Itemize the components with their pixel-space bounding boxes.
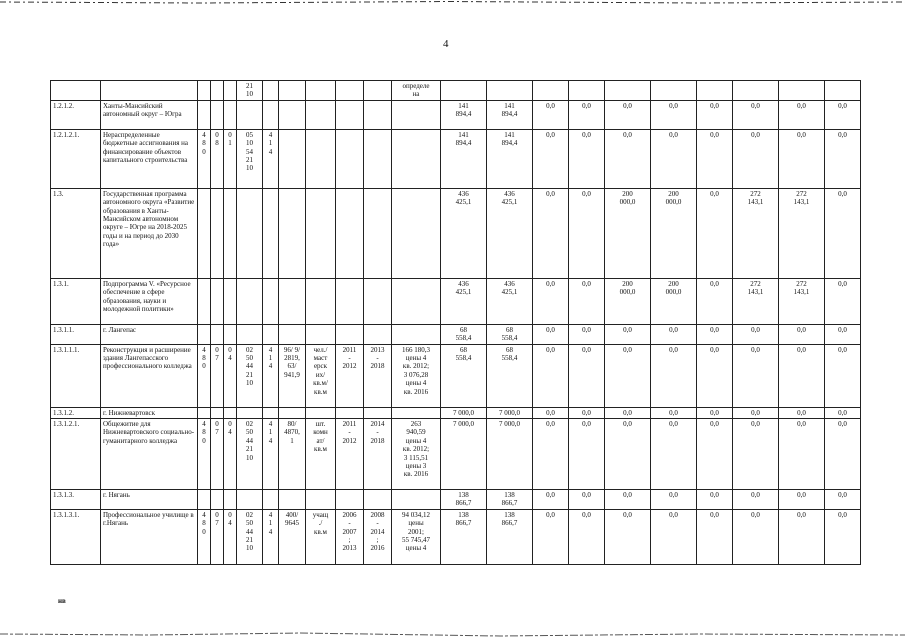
cell-v1: 138 866,7: [441, 489, 487, 509]
cell-c8: [336, 188, 364, 278]
cell-v8: 0,0: [733, 324, 779, 344]
cell-c1: [198, 407, 211, 418]
cell-c5: [263, 324, 279, 344]
cell-v4: 0,0: [569, 509, 605, 564]
cell-c9: 2008 - 2014 ; 2016: [364, 509, 392, 564]
cell-c2: [211, 81, 224, 101]
cell-c5: 4 1 4: [263, 418, 279, 489]
cell-c1: 4 8 0: [198, 129, 211, 188]
cell-c4: [237, 407, 263, 418]
table-row: [51, 81, 861, 101]
cell-name: Подпрограмма V. «Ресурсное обеспечение в сфере образования, науки и молодежной политики»: [101, 278, 198, 324]
cell-c5: 4 1 4: [263, 344, 279, 407]
cell-c2: [211, 489, 224, 509]
cell-v9: 0,0: [779, 407, 825, 418]
cell-v4: [569, 81, 605, 101]
cell-c10: [392, 278, 441, 324]
cell-c8: [336, 100, 364, 129]
cell-c3: [224, 324, 237, 344]
cell-c3: 0 4: [224, 418, 237, 489]
cell-c4: 05 10 54 21 10: [237, 129, 263, 188]
cell-c9: [364, 407, 392, 418]
cell-v9: 0,0: [779, 129, 825, 188]
cell-c2: 0 7: [211, 509, 224, 564]
cell-c1: [198, 324, 211, 344]
cell-c4: 02 50 44 21 10: [237, 418, 263, 489]
cell-v4: 0,0: [569, 344, 605, 407]
cell-v3: 0,0: [533, 278, 569, 324]
cell-v6: 0,0: [651, 344, 697, 407]
cell-v6: 0,0: [651, 324, 697, 344]
cell-c6: [279, 324, 306, 344]
cell-c6: 96/ 9/ 2819, 63/ 941,9: [279, 344, 306, 407]
cell-c4: [237, 278, 263, 324]
table-row: [51, 324, 861, 344]
cell-v4: 0,0: [569, 100, 605, 129]
cell-id: 1.3.1.3.1.: [51, 509, 101, 564]
cell-c4: 21 10: [237, 81, 263, 101]
cell-v8: 0,0: [733, 407, 779, 418]
cell-v10: 0,0: [825, 324, 861, 344]
cell-v5: 0,0: [605, 407, 651, 418]
cell-c5: [263, 81, 279, 101]
cell-id: 1.3.1.1.: [51, 324, 101, 344]
cell-v6: 200 000,0: [651, 188, 697, 278]
table-row: [51, 100, 861, 129]
cell-v2: 7 000,0: [487, 407, 533, 418]
cell-v6: 0,0: [651, 509, 697, 564]
cell-v5: 200 000,0: [605, 188, 651, 278]
cell-c6: [279, 129, 306, 188]
cell-id: [51, 81, 101, 101]
cell-v4: 0,0: [569, 278, 605, 324]
cell-v3: 0,0: [533, 418, 569, 489]
cell-c10: [392, 188, 441, 278]
cell-v9: 0,0: [779, 418, 825, 489]
cell-name: Государственная программа автономного округа «Развитие образования в Ханты-Мансийском автономном округе – Югре на 2018-2025 годы и на период до 2030 года»: [101, 188, 198, 278]
cell-v5: 0,0: [605, 344, 651, 407]
cell-v10: 0,0: [825, 418, 861, 489]
cell-v2: [487, 81, 533, 101]
cell-c9: [364, 278, 392, 324]
cell-c9: 2014 - 2018: [364, 418, 392, 489]
cell-v8: 0,0: [733, 418, 779, 489]
cell-c6: [279, 100, 306, 129]
cell-v7: 0,0: [697, 188, 733, 278]
cell-v6: 0,0: [651, 418, 697, 489]
cell-v10: 0,0: [825, 188, 861, 278]
cell-name: Профессиональное училище в г.Нягань: [101, 509, 198, 564]
cell-v8: 0,0: [733, 344, 779, 407]
cell-v5: 0,0: [605, 129, 651, 188]
cell-v7: [697, 81, 733, 101]
cell-c5: [263, 407, 279, 418]
cell-c3: [224, 407, 237, 418]
cell-c8: [336, 324, 364, 344]
cell-v3: 0,0: [533, 489, 569, 509]
cell-c8: [336, 81, 364, 101]
cell-name: Ханты-Мансийский автономный округ – Югра: [101, 100, 198, 129]
cell-v4: 0,0: [569, 407, 605, 418]
cell-v6: [651, 81, 697, 101]
cell-name: [101, 81, 198, 101]
cell-v6: 0,0: [651, 407, 697, 418]
cell-name: Нераспределенные бюджетные ассигнования на финансирование объектов капитального строительства: [101, 129, 198, 188]
cell-c1: 4 8 0: [198, 509, 211, 564]
cell-c4: 02 50 44 21 10: [237, 344, 263, 407]
cell-c7: [306, 188, 336, 278]
cell-c10: [392, 129, 441, 188]
cell-c8: 2006 - 2007 ; 2013: [336, 509, 364, 564]
cell-c6: 80/ 4870, 1: [279, 418, 306, 489]
cell-id: 1.3.1.: [51, 278, 101, 324]
cell-v9: 272 143,1: [779, 188, 825, 278]
cell-v3: 0,0: [533, 344, 569, 407]
table-row: [51, 418, 861, 489]
cell-c9: [364, 100, 392, 129]
cell-c6: [279, 188, 306, 278]
cell-c5: [263, 489, 279, 509]
cell-c3: 0 4: [224, 509, 237, 564]
cell-c3: 0 4: [224, 344, 237, 407]
cell-v3: 0,0: [533, 509, 569, 564]
cell-c2: [211, 278, 224, 324]
cell-c9: [364, 324, 392, 344]
cell-v3: [533, 81, 569, 101]
cell-c2: [211, 407, 224, 418]
cell-v3: 0,0: [533, 100, 569, 129]
cell-v4: 0,0: [569, 188, 605, 278]
cell-v2: 141 894,4: [487, 129, 533, 188]
cell-v2: 436 425,1: [487, 188, 533, 278]
cell-v6: 200 000,0: [651, 278, 697, 324]
cell-id: 1.3.1.2.1.: [51, 418, 101, 489]
cell-v1: 68 558,4: [441, 324, 487, 344]
cell-c7: чел./ маст ерск их/ кв.м/ кв.м: [306, 344, 336, 407]
cell-v5: 0,0: [605, 509, 651, 564]
cell-v7: 0,0: [697, 407, 733, 418]
cell-c5: [263, 100, 279, 129]
cell-c10: 263 940,59 цены 4 кв. 2012; 3 115,51 цены 3 кв. 2016: [392, 418, 441, 489]
cell-c3: [224, 489, 237, 509]
cell-c1: [198, 489, 211, 509]
cell-v3: 0,0: [533, 407, 569, 418]
cell-v1: [441, 81, 487, 101]
cell-v2: 436 425,1: [487, 278, 533, 324]
cell-v8: 272 143,1: [733, 278, 779, 324]
cell-c5: [263, 278, 279, 324]
cell-v5: 0,0: [605, 489, 651, 509]
cell-c1: [198, 188, 211, 278]
cell-c3: [224, 81, 237, 101]
cell-v4: 0,0: [569, 129, 605, 188]
cell-c10: определе на: [392, 81, 441, 101]
cell-v10: 0,0: [825, 489, 861, 509]
cell-c2: [211, 188, 224, 278]
cell-name: г. Нягань: [101, 489, 198, 509]
cell-v3: 0,0: [533, 188, 569, 278]
cell-c8: 2011 - 2012: [336, 418, 364, 489]
cell-id: 1.3.1.2.: [51, 407, 101, 418]
cell-v9: 0,0: [779, 509, 825, 564]
cell-c9: [364, 81, 392, 101]
cell-v6: 0,0: [651, 489, 697, 509]
cell-c7: [306, 100, 336, 129]
table-row: [51, 509, 861, 564]
cell-c10: [392, 324, 441, 344]
cell-c3: [224, 188, 237, 278]
cell-name: г. Лангепас: [101, 324, 198, 344]
cell-v4: 0,0: [569, 324, 605, 344]
cell-id: 1.2.1.2.: [51, 100, 101, 129]
cell-c9: [364, 489, 392, 509]
cell-c2: [211, 324, 224, 344]
budget-table: [50, 80, 861, 565]
cell-c4: [237, 324, 263, 344]
cell-c9: [364, 129, 392, 188]
cell-v6: 0,0: [651, 100, 697, 129]
cell-id: 1.3.1.1.1.: [51, 344, 101, 407]
cell-v2: 138 866,7: [487, 509, 533, 564]
cell-v6: 0,0: [651, 129, 697, 188]
cell-c9: [364, 188, 392, 278]
cell-v5: [605, 81, 651, 101]
cell-c6: 400/ 9645: [279, 509, 306, 564]
scan-edge-top: [0, 0, 905, 5]
cell-c7: [306, 129, 336, 188]
cell-name: Реконструкция и расширение здания Лангепасского профессионального колледжа: [101, 344, 198, 407]
table-row: [51, 278, 861, 324]
cell-c10: [392, 407, 441, 418]
cell-v4: 0,0: [569, 418, 605, 489]
cell-v1: 436 425,1: [441, 278, 487, 324]
cell-c7: [306, 489, 336, 509]
table-row: [51, 129, 861, 188]
cell-c3: [224, 278, 237, 324]
cell-v7: 0,0: [697, 489, 733, 509]
cell-c4: 02 50 44 21 10: [237, 509, 263, 564]
cell-v10: 0,0: [825, 100, 861, 129]
cell-v8: 0,0: [733, 489, 779, 509]
cell-c7: [306, 81, 336, 101]
cell-v9: 0,0: [779, 489, 825, 509]
cell-id: 1.2.1.2.1.: [51, 129, 101, 188]
cell-v10: 0,0: [825, 344, 861, 407]
cell-v10: 0,0: [825, 129, 861, 188]
cell-v7: 0,0: [697, 278, 733, 324]
cell-v5: 0,0: [605, 324, 651, 344]
cell-c4: [237, 188, 263, 278]
cell-c7: [306, 324, 336, 344]
cell-c9: 2013 - 2018: [364, 344, 392, 407]
cell-v2: 68 558,4: [487, 324, 533, 344]
cell-c6: [279, 489, 306, 509]
cell-v9: 0,0: [779, 100, 825, 129]
cell-v7: 0,0: [697, 344, 733, 407]
cell-c8: [336, 407, 364, 418]
cell-c1: 4 8 0: [198, 418, 211, 489]
cell-c3: 0 1: [224, 129, 237, 188]
cell-v7: 0,0: [697, 324, 733, 344]
cell-v3: 0,0: [533, 324, 569, 344]
cell-v5: 0,0: [605, 100, 651, 129]
cell-c1: [198, 100, 211, 129]
cell-c5: [263, 188, 279, 278]
table-row: [51, 489, 861, 509]
cell-c2: 0 8: [211, 129, 224, 188]
table-body: [51, 81, 861, 565]
cell-c8: [336, 129, 364, 188]
cell-v7: 0,0: [697, 418, 733, 489]
cell-c6: [279, 407, 306, 418]
cell-v5: 0,0: [605, 418, 651, 489]
cell-v8: [733, 81, 779, 101]
cell-v1: 68 558,4: [441, 344, 487, 407]
cell-v1: 141 894,4: [441, 100, 487, 129]
cell-c4: [237, 100, 263, 129]
cell-name: Общежитие для Нижневартовского социально-гуманитарного колледжа: [101, 418, 198, 489]
cell-c7: [306, 278, 336, 324]
cell-c1: [198, 81, 211, 101]
cell-v2: 141 894,4: [487, 100, 533, 129]
cell-v2: 138 866,7: [487, 489, 533, 509]
cell-v10: 0,0: [825, 278, 861, 324]
cell-v9: [779, 81, 825, 101]
cell-v7: 0,0: [697, 509, 733, 564]
cell-v10: [825, 81, 861, 101]
cell-id: 1.3.1.3.: [51, 489, 101, 509]
cell-v4: 0,0: [569, 489, 605, 509]
cell-v2: 7 000,0: [487, 418, 533, 489]
cell-v2: 68 558,4: [487, 344, 533, 407]
cell-c10: [392, 100, 441, 129]
cell-c1: 4 8 0: [198, 344, 211, 407]
cell-c8: [336, 278, 364, 324]
cell-c8: [336, 489, 364, 509]
cell-c6: [279, 81, 306, 101]
cell-id: 1.3.: [51, 188, 101, 278]
cell-c7: шт. комн ат/ кв.м: [306, 418, 336, 489]
cell-c3: [224, 100, 237, 129]
cell-v7: 0,0: [697, 100, 733, 129]
cell-c7: учащ ./ кв.м: [306, 509, 336, 564]
cell-v8: 0,0: [733, 129, 779, 188]
cell-c10: [392, 489, 441, 509]
cell-c2: [211, 100, 224, 129]
cell-v8: 0,0: [733, 100, 779, 129]
cell-c7: [306, 407, 336, 418]
footer-code: нв: [58, 597, 66, 605]
cell-v1: 436 425,1: [441, 188, 487, 278]
cell-name: г. Нижневартовск: [101, 407, 198, 418]
cell-c5: 4 1 4: [263, 129, 279, 188]
cell-c1: [198, 278, 211, 324]
cell-v9: 0,0: [779, 324, 825, 344]
cell-v8: 0,0: [733, 509, 779, 564]
cell-v9: 272 143,1: [779, 278, 825, 324]
cell-c8: 2011 - 2012: [336, 344, 364, 407]
cell-v1: 7 000,0: [441, 418, 487, 489]
cell-v8: 272 143,1: [733, 188, 779, 278]
cell-c6: [279, 278, 306, 324]
table-row: [51, 188, 861, 278]
cell-c2: 0 7: [211, 418, 224, 489]
table-row: [51, 407, 861, 418]
cell-v1: 7 000,0: [441, 407, 487, 418]
cell-v5: 200 000,0: [605, 278, 651, 324]
cell-v7: 0,0: [697, 129, 733, 188]
cell-v1: 138 866,7: [441, 509, 487, 564]
cell-v10: 0,0: [825, 407, 861, 418]
cell-v1: 141 894,4: [441, 129, 487, 188]
page-number: 4: [443, 38, 449, 50]
cell-c2: 0 7: [211, 344, 224, 407]
cell-c10: 94 034,12 цены 2001; 55 745,47 цены 4: [392, 509, 441, 564]
cell-v3: 0,0: [533, 129, 569, 188]
cell-c4: [237, 489, 263, 509]
cell-c10: 166 180,3 цены 4 кв. 2012; 3 076,28 цены 4 кв. 2016: [392, 344, 441, 407]
cell-v10: 0,0: [825, 509, 861, 564]
scan-edge-bottom: [0, 630, 905, 640]
cell-v9: 0,0: [779, 344, 825, 407]
table-row: [51, 344, 861, 407]
cell-c5: 4 1 4: [263, 509, 279, 564]
